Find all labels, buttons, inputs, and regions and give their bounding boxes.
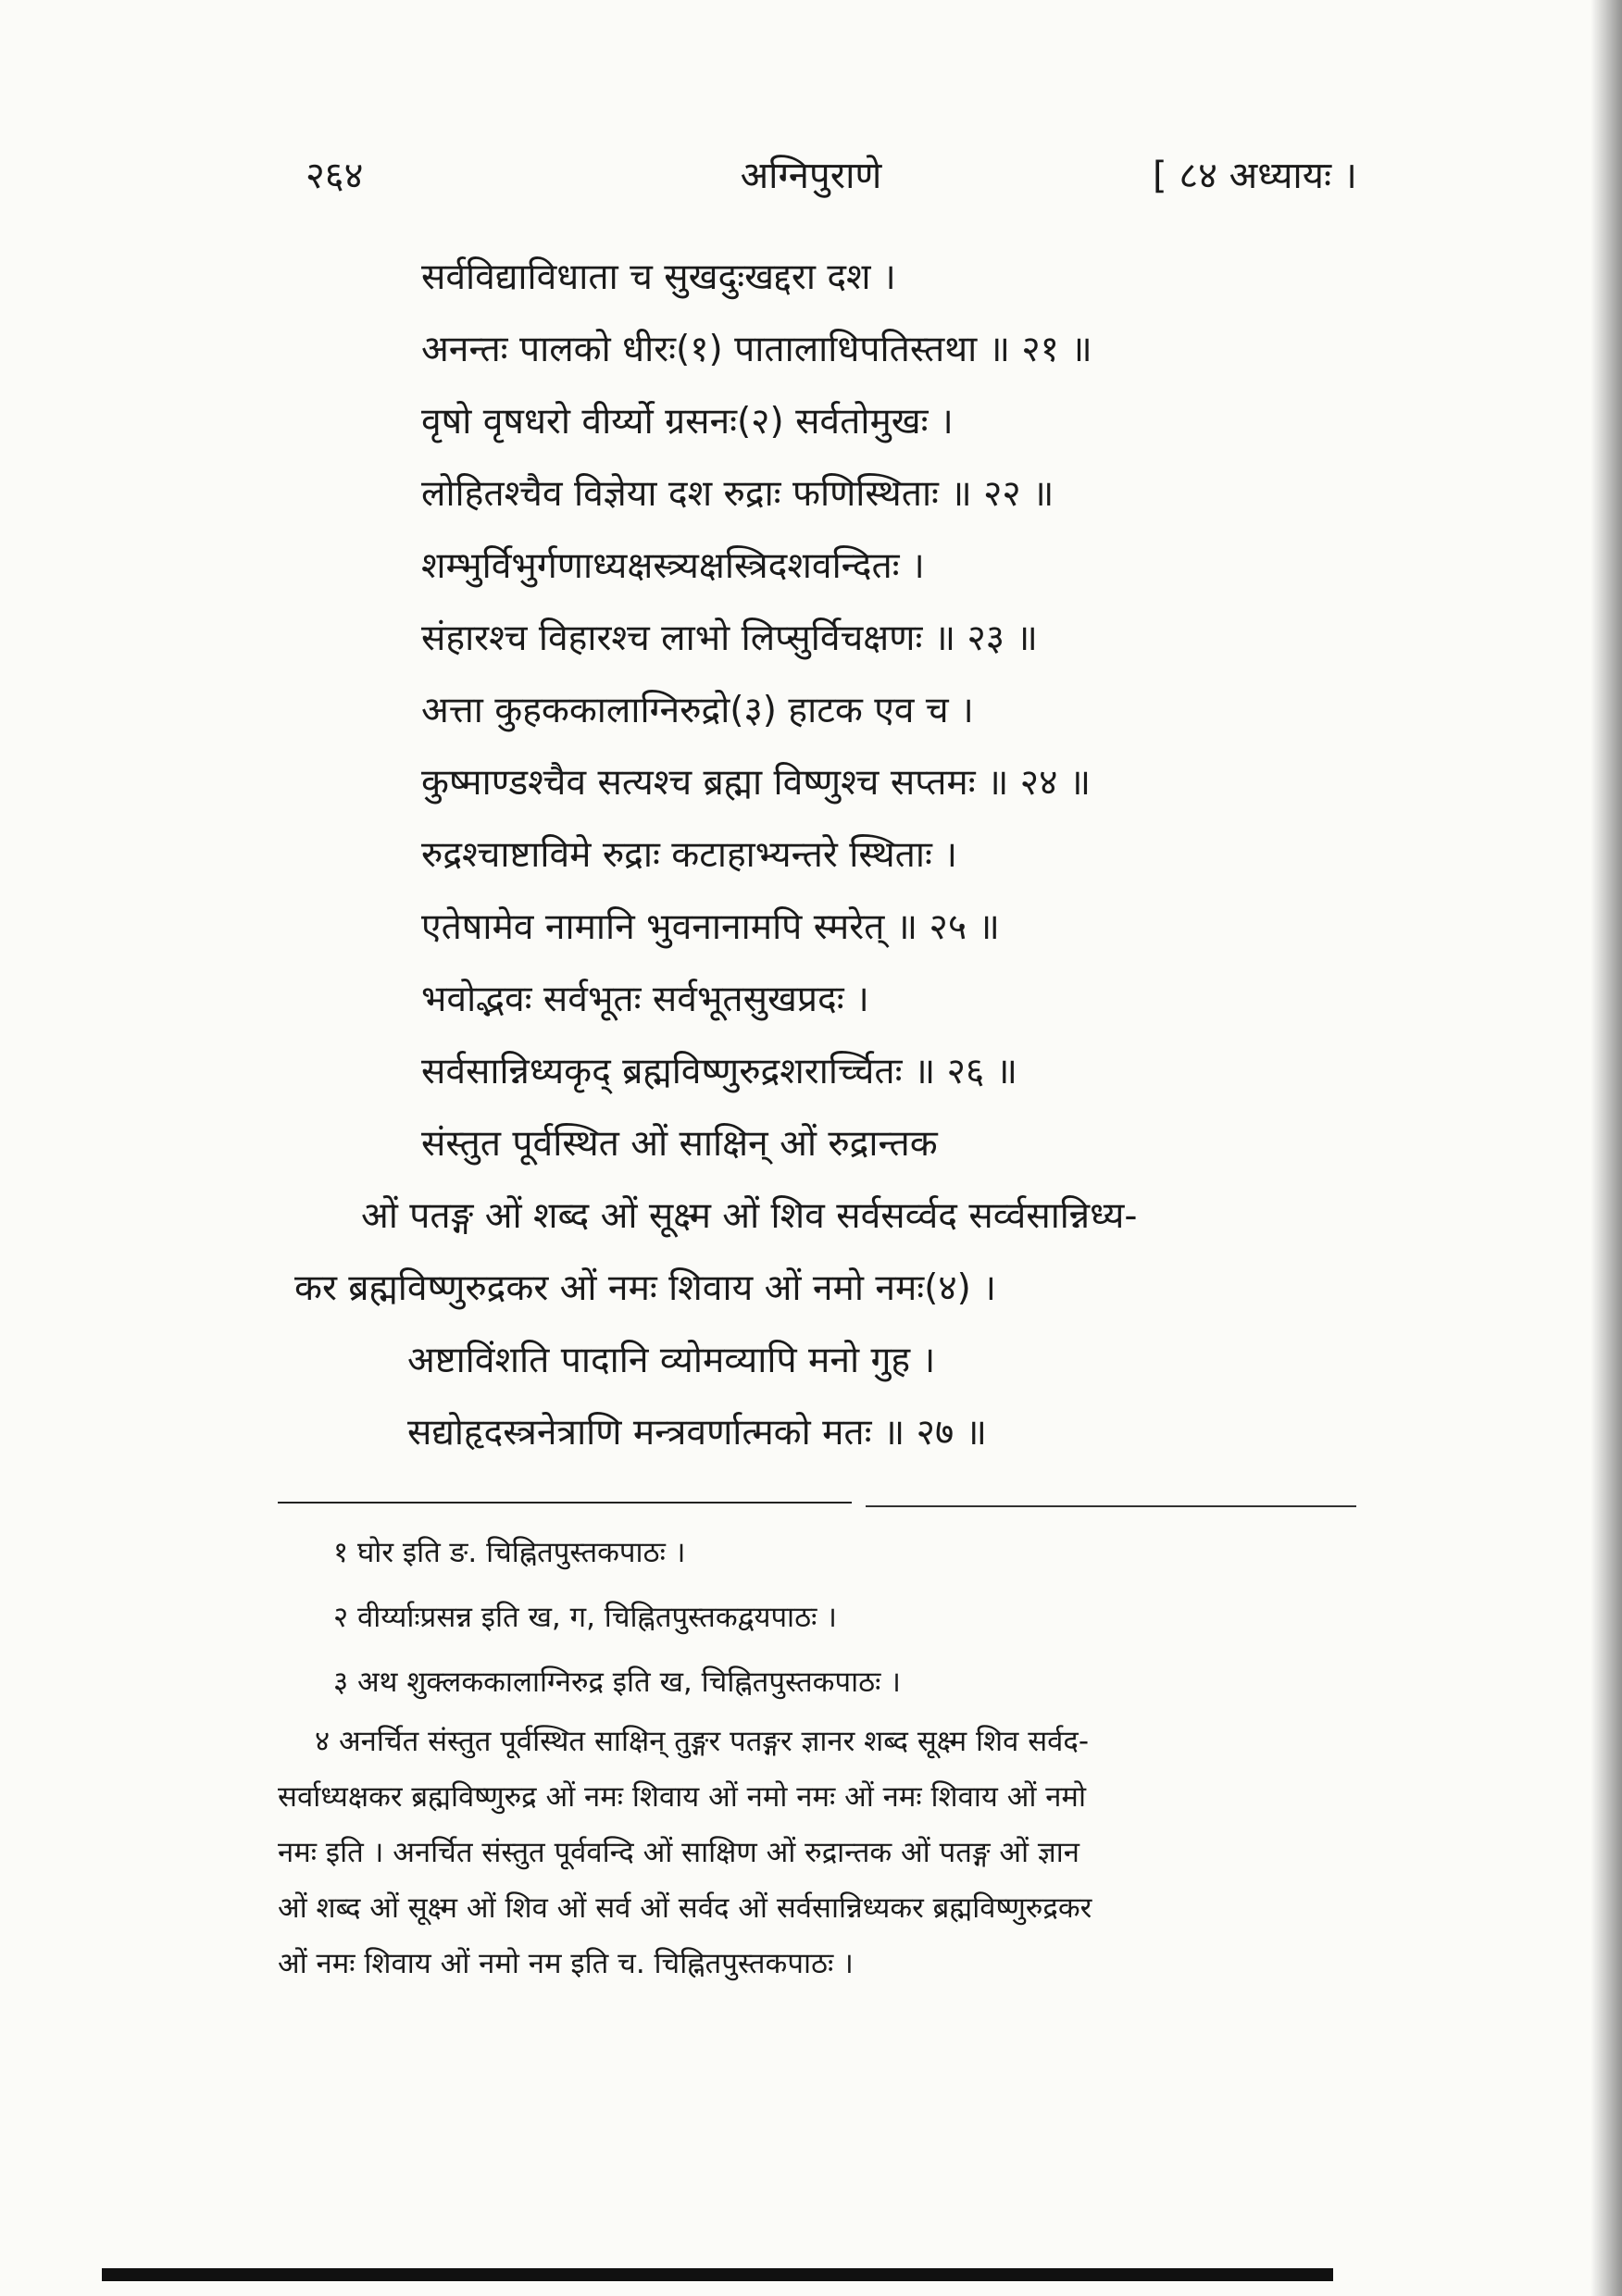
verse-line: शम्भुर्विभुर्गणाध्यक्षस्त्र्यक्षस्त्रिदशवन्दितः । <box>421 545 925 587</box>
footnote-separator <box>278 1502 1361 1504</box>
verse-line: भवोद्भवः सर्वभूतः सर्वभूतसुखप्रदः । <box>421 979 869 1020</box>
verse-line: संस्तुत पूर्वस्थित ओं साक्षिन् ओं रुद्रान्तक <box>421 1123 938 1165</box>
verse-line: कुष्माण्डश्चैव सत्यश्च ब्रह्मा विष्णुश्च सप्तमः ॥ २४ ॥ <box>421 762 1092 804</box>
page-edge-shadow <box>1591 0 1622 2296</box>
footnote: नमः इति । अनर्चित संस्तुत पूर्ववन्दि ओं साक्षिण ओं रुद्रान्तक ओं पतङ्ग ओं ज्ञान <box>278 1836 1079 1869</box>
footnote: सर्वाध्यक्षकर ब्रह्मविष्णुरुद्र ओं नमः शिवाय ओं नमो नमः ओं नमः शिवाय ओं नमो <box>278 1780 1087 1814</box>
running-header <box>0 148 1622 213</box>
verse-line: सद्योहृदस्त्रनेत्राणि मन्त्रवर्णात्मको मतः ॥ २७ ॥ <box>407 1412 988 1454</box>
verse-line: रुद्रश्चाष्टाविमे रुद्राः कटाहाभ्यन्तरे स्थिताः । <box>421 834 958 876</box>
verse-line: संहारश्च विहारश्च लाभो लिप्सुर्विचक्षणः ॥ २३ ॥ <box>421 618 1038 659</box>
chapter-label: [ ८४ अध्यायः । <box>1153 155 1357 197</box>
footnote: ३ अथ शुक्लककालाग्निरुद्र इति ख, चिह्नितपुस्तकपाठः । <box>333 1666 901 1699</box>
page-number: २६४ <box>306 155 364 197</box>
verse-line: अत्ता कुहककालाग्निरुद्रो(३) हाटक एव च । <box>421 690 974 731</box>
verse-line: लोहितश्चैव विज्ञेया दश रुद्राः फणिस्थिताः ॥ २२ ॥ <box>421 473 1054 515</box>
separator-rule-left <box>278 1502 852 1504</box>
verse-line: सर्वसान्निध्यकृद् ब्रह्मविष्णुरुद्रशरार्च्चितः ॥ २६ ॥ <box>421 1051 1017 1092</box>
verse-line: कर ब्रह्मविष्णुरुद्रकर ओं नमः शिवाय ओं नमो नमः(४) । <box>294 1267 997 1309</box>
page-title: अग्निपुराणे <box>740 155 882 197</box>
verse-line: अष्टाविंशति पादानि व्योमव्यापि मनो गुह । <box>407 1340 936 1381</box>
scan-bottom-bar <box>102 2268 1333 2281</box>
footnote: २ वीर्य्याःप्रसन्न इति ख, ग, चिह्नितपुस्तकद्वयपाठः । <box>333 1601 837 1634</box>
footnote: ओं नमः शिवाय ओं नमो नम इति च. चिह्नितपुस्तकपाठः । <box>278 1947 854 1980</box>
verse-line: वृषो वृषधरो वीर्य्यो ग्रसनः(२) सर्वतोमुखः । <box>421 401 954 443</box>
verse-line: सर्वविद्याविधाता च सुखदुःखद्दरा दश । <box>421 256 896 298</box>
footnote: ४ अनर्चित संस्तुत पूर्वस्थित साक्षिन् तुङ्गर पतङ्गर ज्ञानर शब्द सूक्ष्म शिव सर्वद- <box>315 1725 1090 1758</box>
verse-line: एतेषामेव नामानि भुवनानामपि स्मरेत् ॥ २५ ॥ <box>421 906 1000 948</box>
footnote: १ घोर इति ङ. चिह्नितपुस्तकपाठः । <box>333 1536 686 1569</box>
verse-line: अनन्तः पालको धीरः(१) पातालाधिपतिस्तथा ॥ २१ ॥ <box>421 329 1092 370</box>
footnote: ओं शब्द ओं सूक्ष्म ओं शिव ओं सर्व ओं सर्वद ओं सर्वसान्निध्यकर ब्रह्मविष्णुरुद्रकर <box>278 1891 1092 1925</box>
separator-rule-right <box>866 1505 1356 1507</box>
verse-line: ओं पतङ्ग ओं शब्द ओं सूक्ष्म ओं शिव सर्वसर्व्वद सर्व्वसान्निध्य- <box>361 1195 1138 1237</box>
